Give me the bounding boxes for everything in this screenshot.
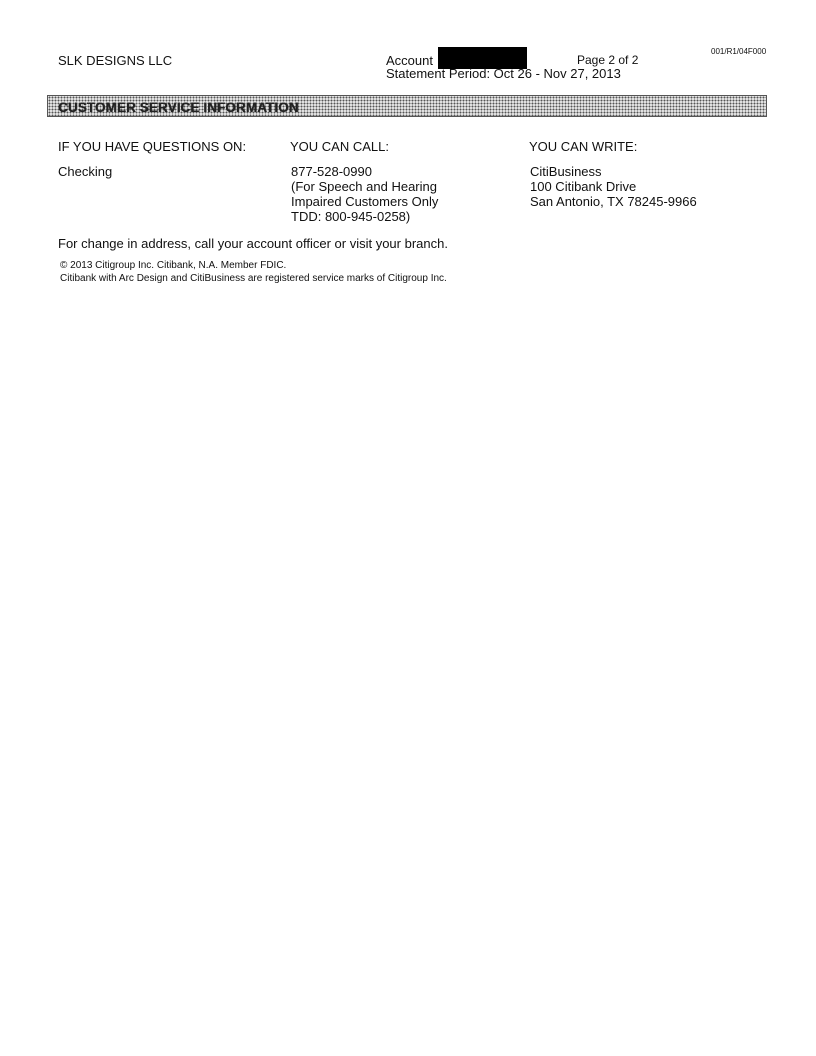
document-code: 001/R1/04F000 [711, 47, 767, 56]
account-label: Account [386, 53, 433, 68]
call-heading: YOU CAN CALL: [290, 139, 389, 154]
call-note-line: Impaired Customers Only [291, 194, 439, 209]
phone-number: 877-528-0990 [291, 164, 372, 179]
questions-column [58, 164, 112, 179]
questions-heading: IF YOU HAVE QUESTIONS ON: [58, 139, 247, 154]
address-change-note: For change in address, call your account officer or visit your branch. [58, 236, 448, 251]
call-column [291, 164, 438, 224]
mail-recipient: CitiBusiness [530, 164, 602, 179]
company-name: SLK DESIGNS LLC [58, 53, 173, 68]
statement-period: Statement Period: Oct 26 - Nov 27, 2013 [386, 66, 621, 81]
mail-street: 100 Citibank Drive [530, 179, 637, 194]
question-topic: Checking [58, 164, 113, 179]
write-column [530, 164, 697, 209]
mail-city-state-zip: San Antonio, TX 78245-9966 [530, 194, 697, 209]
copyright-notice: © 2013 Citigroup Inc. Citibank, N.A. Member FDIC. [60, 260, 287, 271]
write-heading: YOU CAN WRITE: [529, 139, 638, 154]
page-number: Page 2 of 2 [577, 53, 639, 67]
call-note-line: (For Speech and Hearing [291, 179, 437, 194]
section-title: CUSTOMER SERVICE INFORMATION [58, 100, 299, 115]
tdd-number: TDD: 800-945-0258) [291, 209, 411, 224]
trademark-notice: Citibank with Arc Design and CitiBusiness are registered service marks of Citigroup Inc. [60, 273, 447, 284]
